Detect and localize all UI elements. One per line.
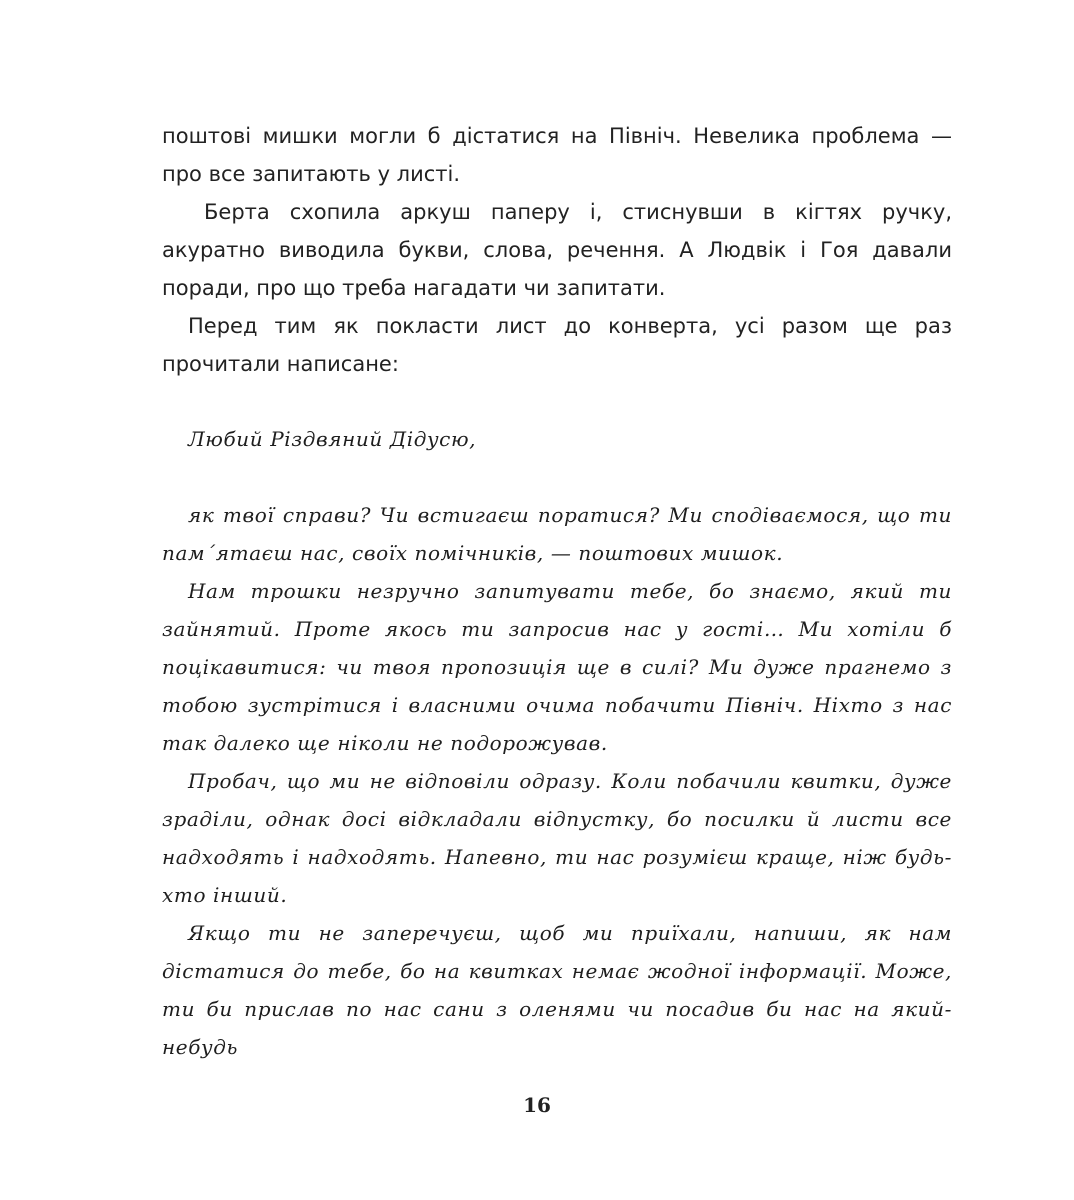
narrative-text (162, 117, 952, 383)
letter-greeting: Любий Різдвяний Дідусю, (188, 427, 477, 451)
narrative-paragraph: поштові мишки могли б дістатися на Північ. Невелика проблема — про все запитають у листі. (162, 124, 952, 186)
letter-paragraph: Нам трошки незручно запитувати тебе, бо знаємо, який ти зайнятий. Проте якось ти запросив нас у гості… Ми хотіли б поцікавитися: чи твоя пропозиція ще в силі? Ми дуже прагнемо з тобою зустрітися і власними очима побачити Північ. Ніхто з нас так далеко ще ніколи не подорожував. (162, 579, 952, 755)
narrative-paragraph: Берта схопила аркуш паперу і, стиснувши в кігтях ручку, акуратно виводила букви, слова, речення. А Людвік і Гоя давали поради, про що треба нагадати чи запитати. (162, 200, 952, 300)
letter-paragraph: як твої справи? Чи встигаєш поратися? Ми сподіваємося, що ти пам´ятаєш нас, своїх помічників, — поштових мишок. (162, 503, 952, 565)
narrative-paragraph: Перед тим як покласти лист до конверта, усі разом ще раз прочитали написане: (162, 314, 952, 376)
letter-paragraph: Якщо ти не заперечуєш, щоб ми приїхали, напиши, як нам дістатися до тебе, бо на квитках немає жодної інформації. Може, ти би прислав по нас сани з оленями чи посадив би нас на який-небудь (162, 921, 952, 1059)
page-number: 16 (523, 1093, 551, 1117)
handwritten-letter (162, 420, 952, 1066)
letter-paragraph: Пробач, що ми не відповіли одразу. Коли побачили квитки, дуже зраділи, однак досі відкладали відпустку, бо посилки й листи все надходять і надходять. Напевно, ти нас розумієш краще, ніж будь-хто інший. (162, 769, 952, 907)
